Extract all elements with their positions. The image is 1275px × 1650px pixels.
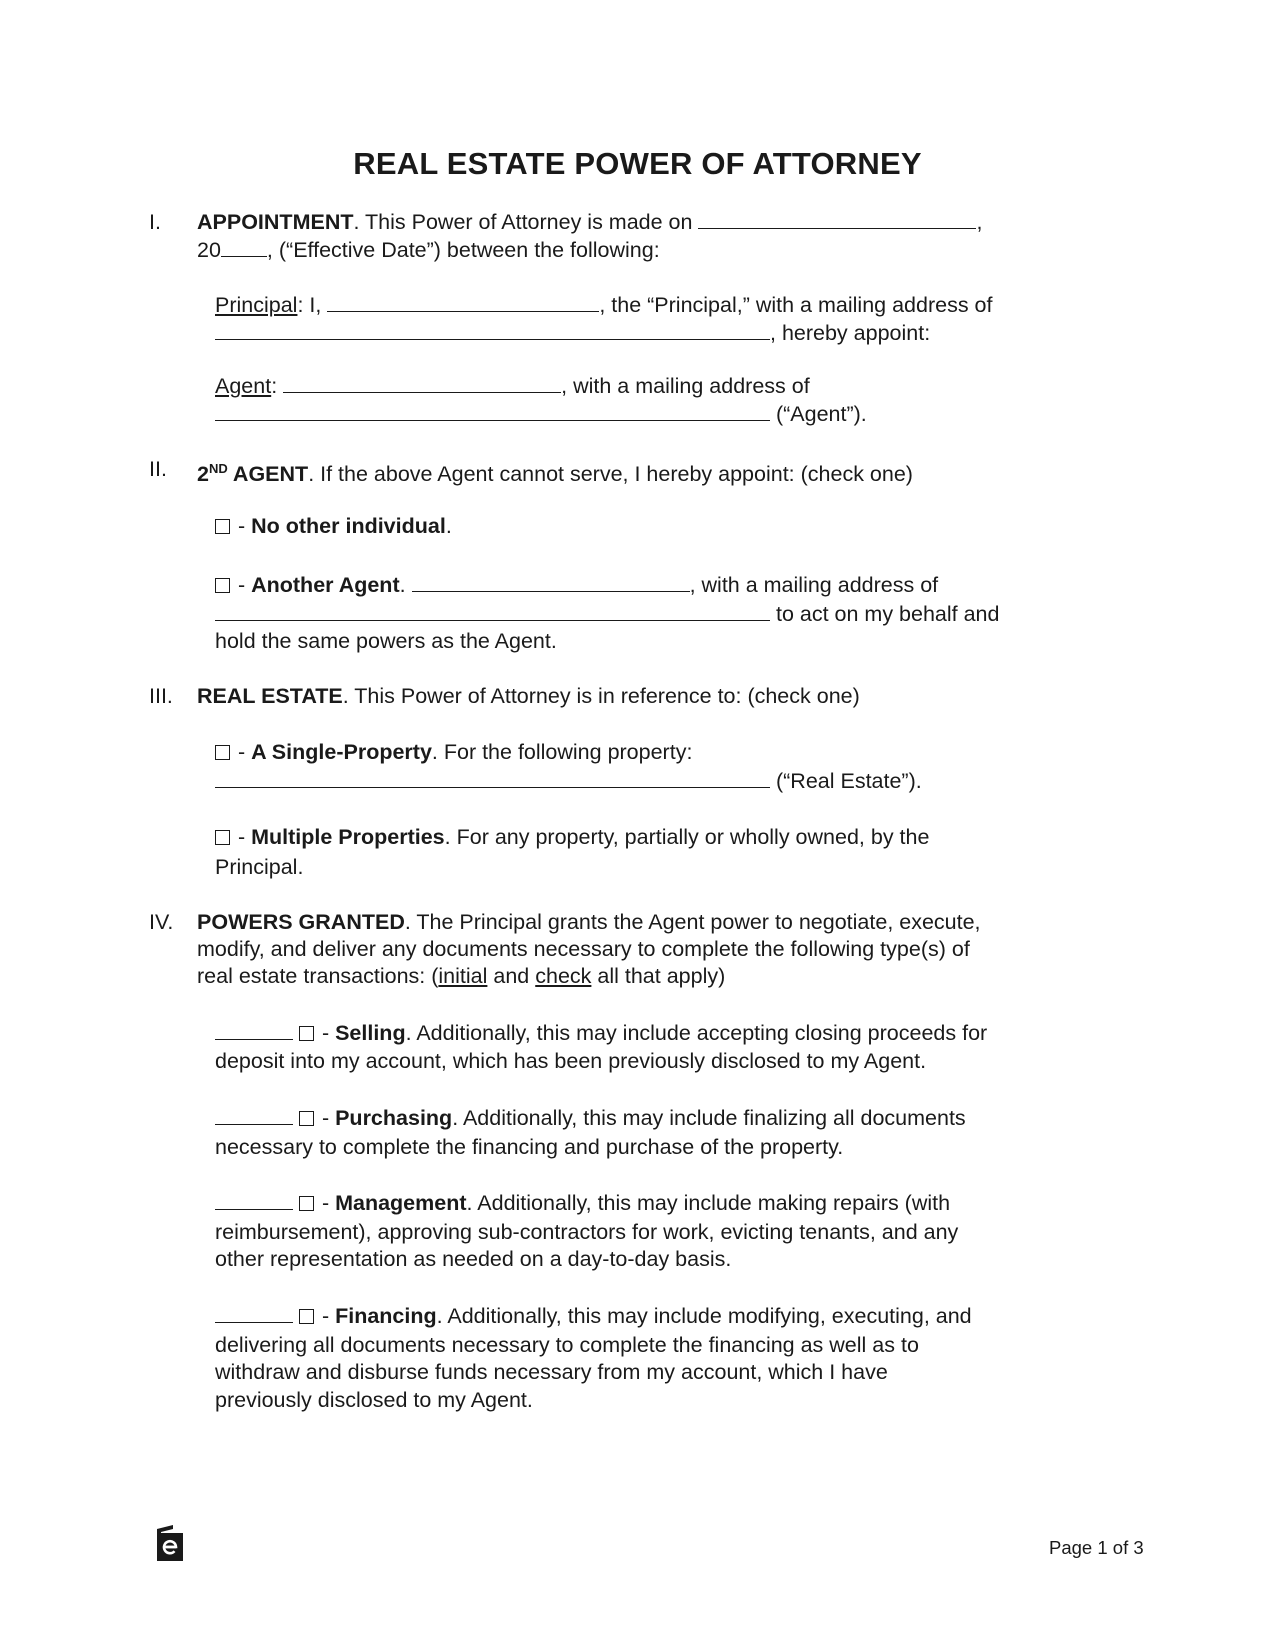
management-checkbox[interactable]: [299, 1196, 314, 1211]
financing-checkbox[interactable]: [299, 1309, 314, 1324]
agent-address-blank[interactable]: [215, 400, 770, 421]
year-blank[interactable]: [221, 236, 267, 257]
power-selling: - Selling. Additionally, this may include accepting closing proceeds for: [215, 1019, 987, 1047]
power-purchasing-line-2: necessary to complete the financing and purchase of the property.: [215, 1135, 844, 1159]
power-management-line-3: other representation as needed on a day-to-day basis.: [215, 1247, 732, 1271]
section-2-heading: 2ND AGENT: [197, 461, 309, 487]
agent-line-2: (“Agent”).: [215, 400, 867, 428]
section-number-1: I.: [149, 210, 161, 234]
section-4-line-2: modify, and deliver any documents necessary to complete the following type(s) of: [197, 937, 970, 961]
section-4-line-3: real estate transactions: (initial and check all that apply): [197, 964, 726, 988]
power-management: - Management. Additionally, this may include making repairs (with: [215, 1189, 950, 1217]
single-property-checkbox[interactable]: [215, 745, 230, 760]
purchasing-checkbox[interactable]: [299, 1111, 314, 1126]
power-financing: - Financing. Additionally, this may include modifying, executing, and: [215, 1302, 972, 1330]
purchasing-initial-blank[interactable]: [215, 1104, 293, 1125]
power-financing-line-4: previously disclosed to my Agent.: [215, 1388, 533, 1412]
agent-line-1: Agent: , with a mailing address of: [215, 374, 810, 398]
management-initial-blank[interactable]: [215, 1189, 293, 1210]
principal-name-blank[interactable]: [327, 291, 599, 312]
principal-line-2: , hereby appoint:: [215, 319, 930, 347]
selling-checkbox[interactable]: [299, 1026, 314, 1041]
second-agent-name-blank[interactable]: [412, 571, 690, 592]
section-1-line-1: APPOINTMENT. This Power of Attorney is made on ,: [197, 210, 983, 234]
principal-line-1: Principal: I, , the “Principal,” with a mailing address of: [215, 293, 993, 317]
section-1-heading: APPOINTMENT: [197, 210, 354, 234]
option-multiple-properties: - Multiple Properties. For any property, partially or wholly owned, by the: [215, 823, 929, 851]
power-financing-line-3: withdraw and disburse funds necessary from my account, which I have: [215, 1360, 888, 1384]
power-financing-line-2: delivering all documents necessary to complete the financing as well as to: [215, 1333, 919, 1357]
section-number-2: II.: [149, 457, 167, 481]
another-agent-line-3: hold the same powers as the Agent.: [215, 629, 557, 653]
principal-label: Principal: [215, 293, 298, 317]
section-2-line-1: 2ND AGENT. If the above Agent cannot serve, I hereby appoint: (check one): [197, 461, 913, 487]
section-1-line-2: 20 , (“Effective Date”) between the following:: [197, 238, 660, 262]
section-3-line-1: REAL ESTATE. This Power of Attorney is in reference to: (check one): [197, 684, 860, 708]
no-other-individual-checkbox[interactable]: [215, 519, 230, 534]
power-management-line-2: reimbursement), approving sub-contractors for work, evicting tenants, and any: [215, 1220, 959, 1244]
section-number-4: IV.: [149, 910, 174, 934]
power-selling-line-2: deposit into my account, which has been previously disclosed to my Agent.: [215, 1049, 927, 1073]
page-number: Page 1 of 3: [1049, 1537, 1144, 1558]
section-4-heading: POWERS GRANTED: [197, 910, 405, 934]
option-single-property: - A Single-Property. For the following property:: [215, 738, 692, 766]
second-agent-address-blank[interactable]: [215, 600, 770, 621]
agent-name-blank[interactable]: [283, 372, 561, 393]
property-description-blank[interactable]: [215, 767, 770, 788]
selling-initial-blank[interactable]: [215, 1019, 293, 1040]
principal-address-blank[interactable]: [215, 319, 770, 340]
section-number-3: III.: [149, 684, 173, 708]
option-another-agent: - Another Agent. , with a mailing address of: [215, 571, 938, 599]
eforms-logo-icon: [157, 1525, 183, 1561]
section-4-line-1: POWERS GRANTED. The Principal grants the Agent power to negotiate, execute,: [197, 910, 981, 934]
multiple-properties-line-2: Principal.: [215, 855, 304, 879]
section-3-heading: REAL ESTATE: [197, 684, 343, 708]
single-property-line-2: (“Real Estate”).: [215, 767, 922, 795]
effective-date-blank[interactable]: [698, 208, 976, 229]
agent-label: Agent: [215, 374, 272, 398]
multiple-properties-checkbox[interactable]: [215, 830, 230, 845]
document-title: REAL ESTATE POWER OF ATTORNEY: [353, 146, 922, 181]
another-agent-checkbox[interactable]: [215, 578, 230, 593]
another-agent-line-2: to act on my behalf and: [215, 600, 999, 628]
power-purchasing: - Purchasing. Additionally, this may include finalizing all documents: [215, 1104, 966, 1132]
option-no-other-individual: - No other individual.: [215, 512, 452, 540]
financing-initial-blank[interactable]: [215, 1302, 293, 1323]
